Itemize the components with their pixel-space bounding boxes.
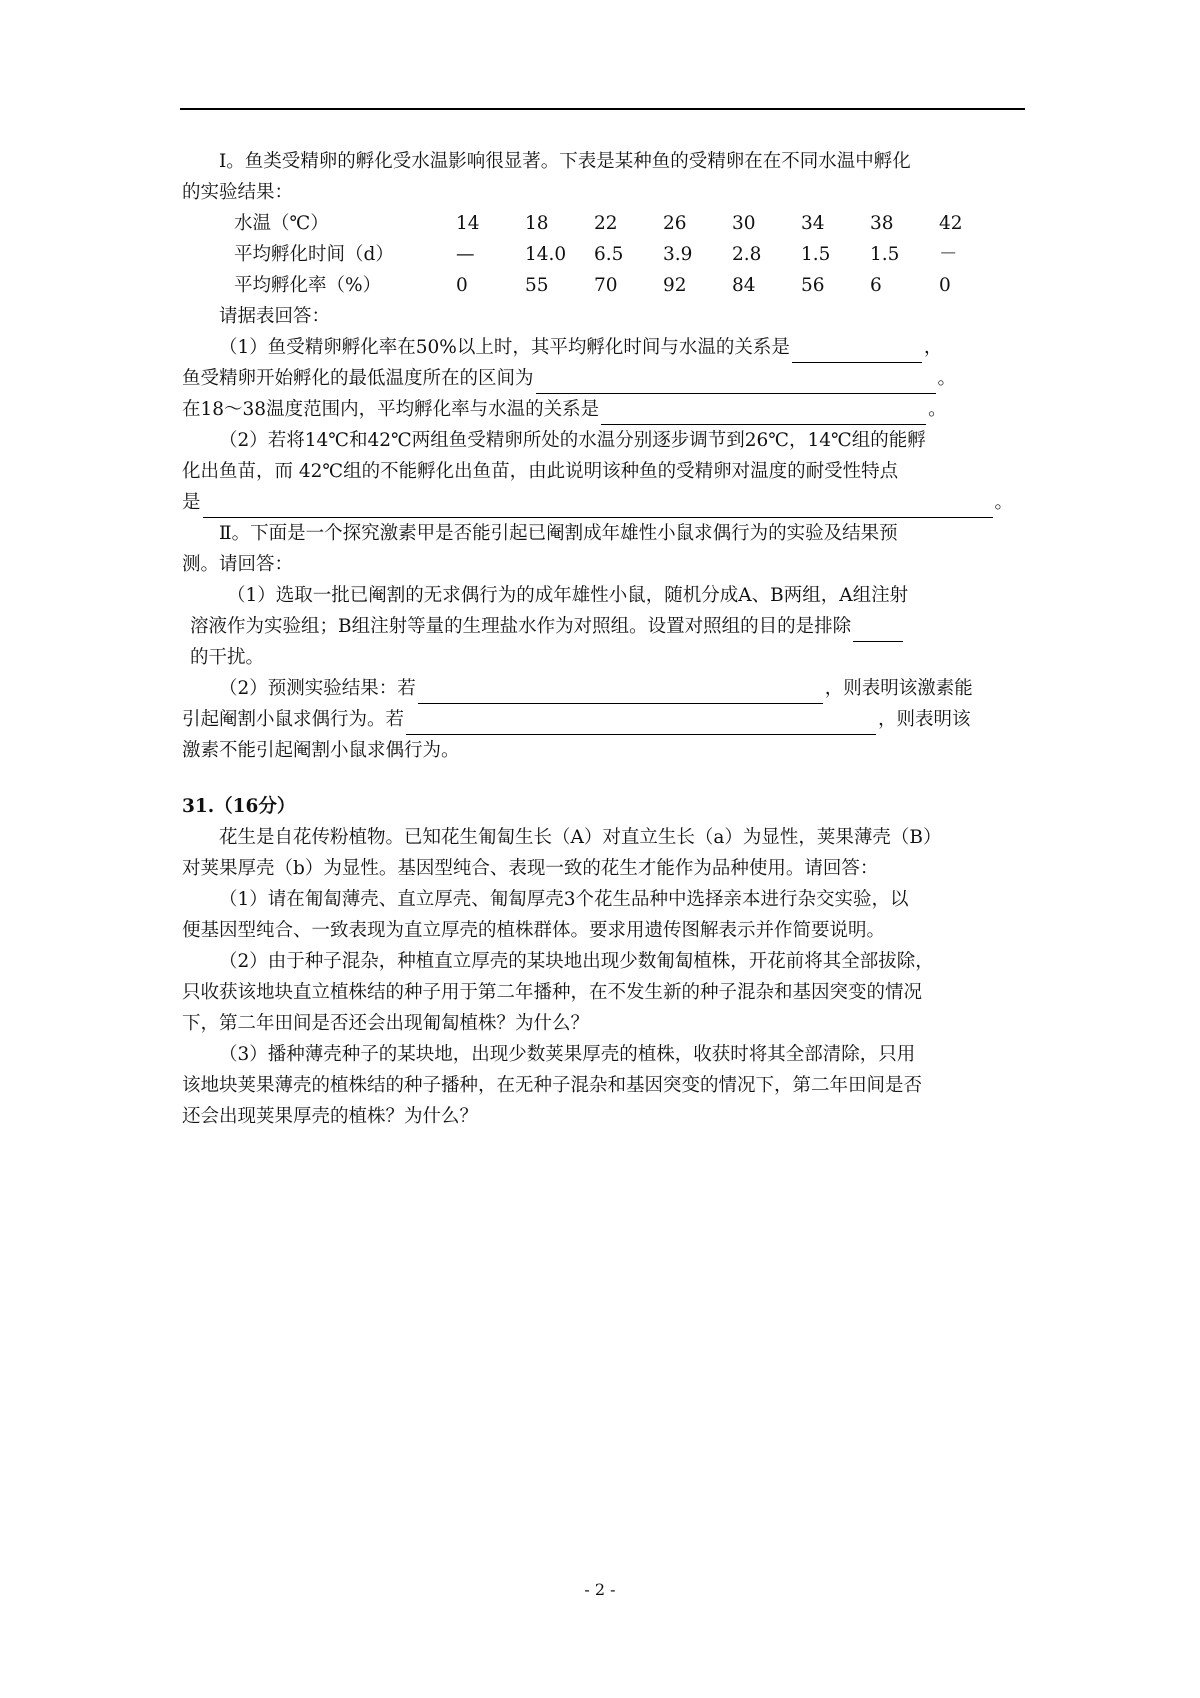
sec2-q1-line3: 的干扰。 [190,647,265,668]
sec2-q2-line2 [182,704,1024,735]
sec1-q1-line3 [182,394,1024,425]
sec1-intro-line1: Ⅰ。鱼类受精卵的孵化受水温影响很显著。下表是某种鱼的受精卵在在不同水温中孵化 [219,151,911,172]
table-cell: 14.0 [525,244,567,265]
question-text: ，则表明该 [878,709,971,730]
punctuation: 。 [994,492,1014,513]
q31-sub1-line1: （1）请在匍匐薄壳、直立厚壳、匍匐厚壳3个花生品种中选择亲本进行杂交实验，以 [219,889,909,910]
answer-blank[interactable] [792,340,922,363]
answer-blank[interactable] [203,495,993,518]
table-row [234,270,1008,301]
table-cell: 92 [663,275,687,296]
question-text: 溶液作为实验组；B组注射等量的生理盐水作为对照组。设置对照组的目的是排除 [190,616,852,637]
header-rule [180,108,1025,110]
question-text: 鱼受精卵开始孵化的最低温度所在的区间为 [182,368,534,389]
table-cell: 42 [939,213,963,234]
punctuation: 。 [928,399,947,420]
table-cell: 70 [594,275,618,296]
answer-blank[interactable] [418,681,823,704]
sec2-q1-line1: （1）选取一批已阉割的无求偶行为的成年雄性小鼠，随机分成A、B两组，A组注射 [227,585,909,606]
table-cell: 26 [663,213,687,234]
sec1-intro-line2: 的实验结果： [182,182,294,203]
hatching-table [234,208,1008,301]
question-text: （1）鱼受精卵孵化率在50%以上时，其平均孵化时间与水温的关系是 [219,337,790,358]
sec2-q2-line1 [182,673,1024,704]
table-cell: 0 [939,275,951,296]
row-label: 平均孵化率（%） [234,275,382,296]
punctuation: ， [923,337,943,358]
q31-sub3-line3: 还会出现荚果厚壳的植株？为什么？ [182,1106,479,1127]
sec1-q1-line2 [182,363,1024,394]
answer-blank[interactable] [536,371,936,394]
table-cell: 34 [801,213,825,234]
table-cell: 84 [732,275,756,296]
sec1-q2-line2: 化出鱼苗，而 42℃组的不能孵化出鱼苗，由此说明该种鱼的受精卵对温度的耐受性特点 [182,461,899,482]
answer-blank[interactable] [853,619,903,642]
table-cell: 2.8 [732,244,762,265]
row-label: 水温（℃） [234,213,329,234]
page-content [182,146,1024,1132]
sec2-q2-line3: 激素不能引起阉割小鼠求偶行为。 [182,740,460,761]
table-cell: － [939,244,958,265]
q31-sub2-line1: （2）由于种子混杂，种植直立厚壳的某块地出现少数匍匐植株，开花前将其全部拔除， [219,951,934,972]
q31-para-line2: 对荚果厚壳（b）为显性。基因型纯合、表现一致的花生才能作为品种使用。请回答： [182,858,879,879]
table-cell: 55 [525,275,549,296]
sec1-q2-line3 [182,487,1024,518]
table-cell: 30 [732,213,756,234]
table-row [234,239,1008,270]
row-label: 平均孵化时间（d） [234,244,394,265]
table-cell: 56 [801,275,825,296]
sec2-intro-line2: 测。请回答： [182,554,294,575]
table-cell: 1.5 [801,244,831,265]
answer-blank[interactable] [601,402,926,425]
question-31-heading: 31.（16分） [182,796,296,817]
table-cell: 0 [456,275,468,296]
table-cell: 18 [525,213,549,234]
sec1-q1-line1 [182,332,1024,363]
question-text: 引起阉割小鼠求偶行为。若 [182,709,405,730]
question-text: ，则表明该激素能 [824,678,973,699]
table-cell: 38 [870,213,894,234]
q31-para-line1: 花生是自花传粉植物。已知花生匍匐生长（A）对直立生长（a）为显性，荚果薄壳（B） [219,827,942,848]
page-number: - 2 - [584,1580,616,1599]
q31-sub3-line2: 该地块荚果薄壳的植株结的种子播种，在无种子混杂和基因突变的情况下，第二年田间是否 [182,1075,923,1096]
table-cell: — [456,244,475,265]
question-text: 是 [182,492,201,513]
q31-sub2-line2: 只收获该地块直立植株结的种子用于第二年播种，在不发生新的种子混杂和基因突变的情况 [182,982,923,1003]
q31-sub3-line1: （3）播种薄壳种子的某块地，出现少数荚果厚壳的植株，收获时将其全部清除，只用 [219,1044,916,1065]
table-cell: 6 [870,275,882,296]
punctuation: 。 [937,368,957,389]
question-text: 在18～38温度范围内，平均孵化率与水温的关系是 [182,399,600,420]
sec1-prompt: 请据表回答： [219,306,331,327]
table-cell: 14 [456,213,480,234]
answer-blank[interactable] [406,712,876,735]
table-cell: 1.5 [870,244,900,265]
table-cell: 22 [594,213,618,234]
table-cell: 3.9 [663,244,693,265]
q31-sub2-line3: 下，第二年田间是否还会出现匍匐植株？为什么？ [182,1013,590,1034]
q31-sub1-line2: 便基因型纯合、一致表现为直立厚壳的植株群体。要求用遗传图解表示并作简要说明。 [182,920,886,941]
question-text: （2）预测实验结果：若 [219,678,416,699]
sec2-intro-line1: Ⅱ。下面是一个探究激素甲是否能引起已阉割成年雄性小鼠求偶行为的实验及结果预 [219,523,898,544]
table-row [234,208,1008,239]
sec2-q1-line2 [182,611,1024,642]
sec1-q2-line1: （2）若将14℃和42℃两组鱼受精卵所处的水温分别逐步调节到26℃，14℃组的能孵 [219,430,926,451]
table-cell: 6.5 [594,244,624,265]
